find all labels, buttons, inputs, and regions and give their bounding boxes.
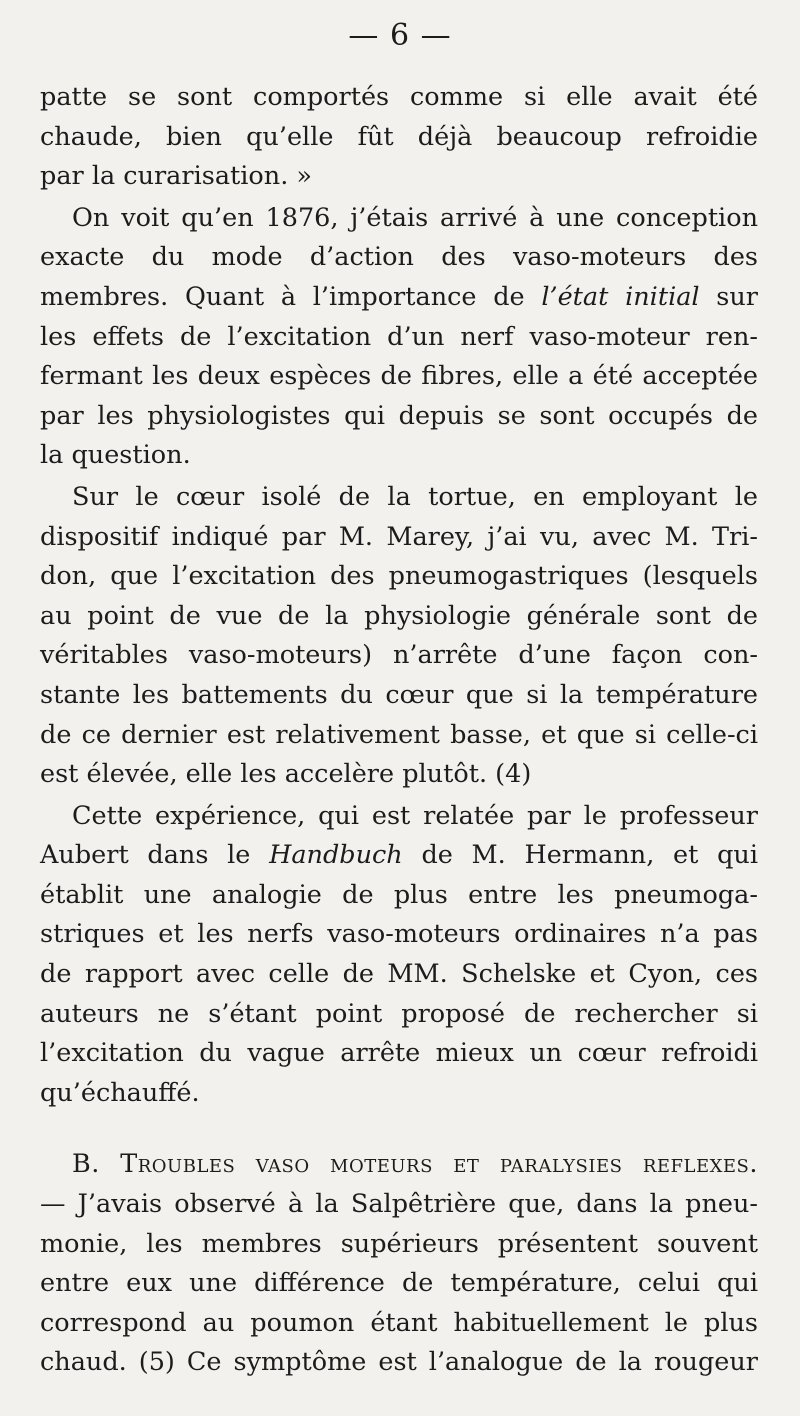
text-segment: On voit qu’en 1876, j’étais arrivé à une conception — [72, 202, 758, 233]
italic-text: l’état initial — [541, 281, 700, 312]
text-segment: la question. — [40, 440, 191, 471]
text-line — [40, 1074, 758, 1114]
text-line — [40, 915, 758, 955]
paragraph — [40, 478, 758, 795]
text-segment: de ce dernier est relativement basse, et que si celle-ci — [40, 719, 758, 750]
text-segment: stante les battements du cœur que si la température — [40, 679, 758, 710]
text-line — [40, 78, 758, 118]
text-segment: entre eux une différence de température, celui qui — [40, 1268, 758, 1299]
section-gap — [40, 1113, 758, 1145]
text-line — [40, 995, 758, 1035]
text-segment: au point de vue de la physiologie générale sont de — [40, 600, 758, 631]
text-line — [40, 278, 758, 318]
italic-text: Handbuch — [269, 840, 403, 871]
text-segment: monie, les membres supérieurs présentent souvent — [40, 1228, 758, 1259]
paragraph — [40, 1145, 758, 1383]
text-segment: fermant les deux espèces de fibres, elle a été acceptée — [40, 361, 758, 392]
text-line — [40, 716, 758, 756]
text-line — [40, 318, 758, 358]
text-segment: auteurs ne s’étant point proposé de rechercher si — [40, 998, 758, 1029]
text-segment: par les physiologistes qui depuis se sont occupés de — [40, 400, 758, 431]
text-segment: Cette expérience, qui est relatée par le professeur — [72, 800, 758, 831]
text-segment: correspond au poumon étant habituellement le plus — [40, 1307, 758, 1338]
text-segment: qu’échauffé. — [40, 1077, 200, 1108]
text-line — [40, 1145, 758, 1185]
text-line — [40, 836, 758, 876]
section-heading: B. Troubles vaso moteurs et paralysies reflexes. — [72, 1149, 758, 1180]
page-number: — 6 — — [348, 18, 452, 53]
text-line — [40, 797, 758, 837]
text-line — [40, 436, 758, 476]
text-line — [40, 1264, 758, 1304]
text-line — [40, 199, 758, 239]
text-segment: membres. Quant à l’importance de — [40, 281, 542, 312]
body-text — [40, 78, 758, 1383]
text-segment: don, que l’excitation des pneumogastriques (lesquels — [40, 561, 758, 592]
text-line — [40, 676, 758, 716]
text-segment: Sur le cœur isolé de la tortue, en employant le — [72, 481, 758, 512]
text-segment: dispositif indiqué par M. Marey, j’ai vu, avec M. Tri- — [40, 521, 758, 552]
text-line — [40, 1343, 758, 1383]
text-segment: l’excitation du vague arrête mieux un cœur refroidi — [40, 1038, 758, 1069]
text-line — [40, 1034, 758, 1074]
text-line — [40, 1185, 758, 1225]
text-line — [40, 357, 758, 397]
text-line — [40, 636, 758, 676]
text-line — [40, 478, 758, 518]
text-segment: chaud. (5) Ce symptôme est l’analogue de la rougeur — [40, 1347, 758, 1378]
text-line — [40, 157, 758, 197]
text-line — [40, 397, 758, 437]
text-line — [40, 955, 758, 995]
text-segment: véritables vaso-moteurs) n’arrête d’une façon con- — [40, 640, 758, 671]
text-line — [40, 118, 758, 158]
text-segment: établit une analogie de plus entre les pneumoga- — [40, 879, 758, 910]
paragraph — [40, 797, 758, 1114]
text-segment: — J’avais observé à la Salpêtrière que, dans la pneu- — [40, 1189, 758, 1220]
text-segment: est élevée, elle les accelère plutôt. (4) — [40, 759, 532, 790]
text-segment: de rapport avec celle de MM. Schelske et Cyon, ces — [40, 959, 758, 990]
text-segment: sur — [699, 281, 759, 312]
text-segment: les effets de l’excitation d’un nerf vaso-moteur ren- — [40, 321, 758, 352]
text-line — [40, 238, 758, 278]
paragraph — [40, 78, 758, 197]
text-segment: exacte du mode d’action des vaso-moteurs des — [40, 242, 758, 273]
text-line — [40, 755, 758, 795]
text-segment: Aubert dans le — [40, 840, 270, 871]
text-segment: de M. Hermann, et qui — [402, 840, 758, 871]
text-segment: chaude, bien qu’elle fût déjà beaucoup refroidie — [40, 121, 758, 152]
text-segment: striques et les nerfs vaso-moteurs ordinaires n’a pas — [40, 919, 758, 950]
text-line — [40, 1304, 758, 1344]
text-line — [40, 1225, 758, 1265]
text-line — [40, 557, 758, 597]
text-segment: patte se sont comportés comme si elle avait été — [40, 82, 758, 112]
text-line — [40, 876, 758, 916]
text-segment: par la curarisation. » — [40, 161, 313, 192]
text-line — [40, 597, 758, 637]
text-line — [40, 518, 758, 558]
paragraph — [40, 199, 758, 476]
